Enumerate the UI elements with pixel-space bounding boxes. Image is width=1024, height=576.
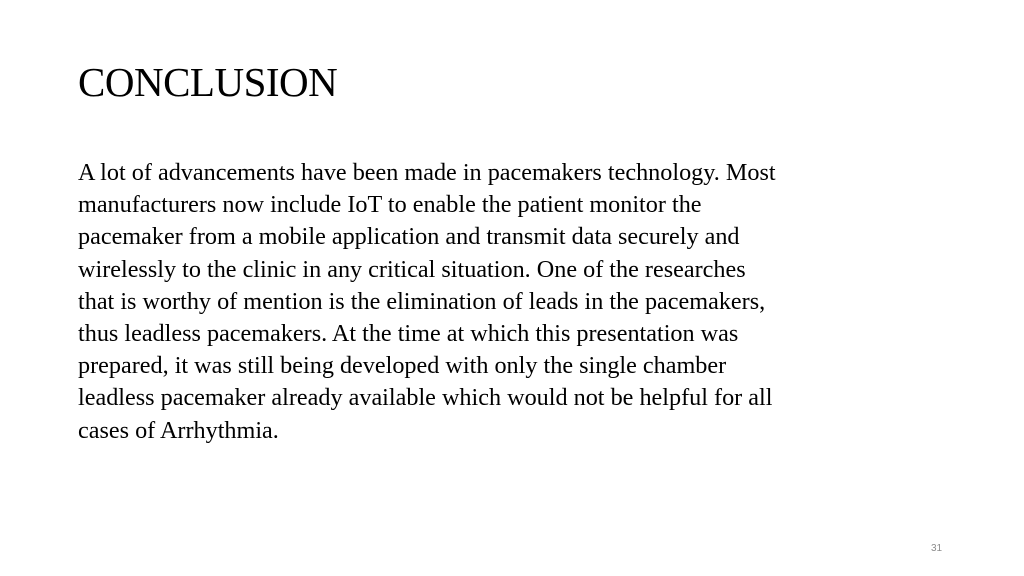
body-line: manufacturers now include IoT to enable the patient monitor the: [78, 191, 702, 219]
body-line: wirelessly to the clinic in any critical situation. One of the researches: [78, 255, 746, 283]
body-line: A lot of advancements have been made in pacemakers technology. Most: [78, 159, 776, 186]
body-line: that is worthy of mention is the elimination of leads in the pacemakers,: [78, 287, 766, 315]
slide-page-number: 31: [931, 543, 943, 554]
body-line: pacemaker from a mobile application and transmit data securely and: [78, 223, 740, 251]
body-line: prepared, it was still being developed with only the single chamber: [78, 352, 727, 380]
slide-body-text: [78, 157, 948, 447]
slide-title: CONCLUSION: [78, 59, 338, 105]
body-line: leadless pacemaker already available which would not be helpful for all: [78, 384, 773, 412]
body-line: cases of Arrhythmia.: [78, 416, 279, 444]
body-line: thus leadless pacemakers. At the time at which this presentation was: [78, 320, 739, 348]
